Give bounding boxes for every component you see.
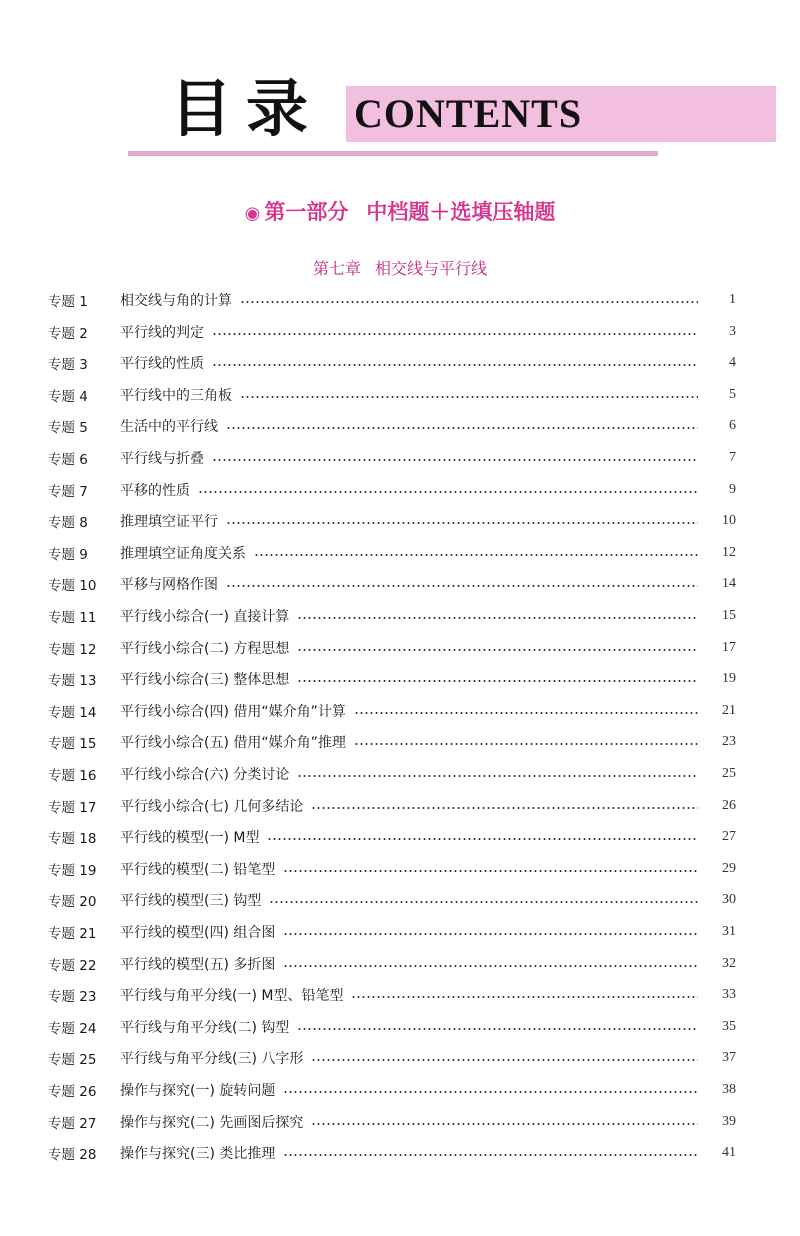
toc-entry-page: 31: [722, 924, 736, 939]
toc-entry-title: 平行线小综合(五) 借用“媒介角”推理: [120, 735, 346, 752]
toc-entry-label: 专题 3: [48, 357, 88, 374]
toc-leader-dots: [311, 1123, 698, 1125]
toc-leader-dots: [297, 649, 698, 651]
toc-leader-dots: [254, 554, 698, 556]
toc-entry-page: 33: [722, 987, 736, 1003]
toc-entry[interactable]: [48, 1046, 736, 1070]
toc-leader-dots: [226, 427, 698, 429]
toc-entry-page: 41: [722, 1145, 736, 1161]
toc-entry-page: 27: [722, 829, 736, 845]
toc-entry-label: 专题 4: [48, 388, 88, 405]
toc-entry-page: 35: [722, 1018, 736, 1034]
toc-entry[interactable]: [48, 478, 736, 502]
part-name: 第一部分: [264, 200, 349, 224]
toc-entry-title: 平行线中的三角板: [120, 387, 232, 404]
toc-leader-dots: [297, 1028, 698, 1030]
part-heading: [0, 196, 800, 226]
toc-entry-title: 操作与探究(三) 类比推理: [120, 1146, 276, 1163]
toc-entry-page: 12: [722, 544, 736, 560]
toc-entry-title: 推理填空证角度关系: [120, 545, 246, 562]
toc-leader-dots: [269, 901, 698, 903]
toc-entry-page: 5: [729, 386, 736, 402]
toc-entry[interactable]: [48, 952, 736, 976]
header-rule: [128, 151, 658, 156]
toc-leader-dots: [297, 680, 698, 682]
toc-entry[interactable]: [48, 1015, 736, 1039]
toc-entry-page: 15: [722, 608, 736, 623]
toc-entry-title: 平行线的判定: [120, 324, 204, 341]
toc-leader-dots: [283, 870, 698, 872]
toc-entry-label: 专题 21: [48, 926, 97, 942]
toc-entry-title: 平行线与角平分线(一) M型、铅笔型: [120, 988, 344, 1005]
toc-entry-label: 专题 19: [48, 862, 97, 879]
toc-entry[interactable]: [48, 730, 736, 754]
toc-entry[interactable]: [48, 1078, 736, 1102]
toc-entry-label: 专题 1: [48, 294, 88, 310]
toc-leader-dots: [212, 364, 698, 366]
toc-entry[interactable]: [48, 667, 736, 691]
toc-entry[interactable]: [48, 636, 736, 660]
toc-entry[interactable]: [48, 541, 736, 565]
toc-entry-title: 推理填空证平行: [120, 514, 218, 531]
toc-entry-title: 平行线的模型(五) 多折图: [120, 956, 276, 973]
toc-entry-title: 操作与探究(二) 先画图后探究: [120, 1114, 304, 1131]
toc-entry-label: 专题 24: [48, 1020, 97, 1037]
toc-entry-page: 21: [722, 702, 736, 718]
toc-entry[interactable]: [48, 288, 736, 312]
toc-entry-page: 39: [722, 1113, 736, 1129]
toc-entry-title: 平行线与角平分线(二) 钩型: [120, 1019, 290, 1036]
toc-entry-title: 平行线的模型(二) 铅笔型: [120, 861, 276, 878]
toc-entry[interactable]: [48, 446, 736, 470]
toc-entry-page: 7: [729, 450, 736, 465]
toc-title-english: CONTENTS: [354, 91, 583, 136]
toc-entry-label: 专题 2: [48, 325, 88, 342]
part-subtitle: 中档题＋选填压轴题: [366, 200, 556, 224]
toc-entry-page: 29: [722, 860, 736, 876]
toc-leader-dots: [351, 996, 698, 998]
toc-entry[interactable]: [48, 857, 736, 881]
toc-entry-label: 专题 16: [48, 768, 97, 784]
toc-entry-title: 平行线小综合(二) 方程思想: [120, 640, 290, 657]
toc-entry-page: 23: [722, 734, 736, 750]
toc-entry-label: 专题 13: [48, 673, 97, 690]
chapter-heading: [0, 256, 800, 279]
toc-entry-title: 平行线小综合(七) 几何多结论: [120, 798, 304, 815]
toc-entry-title: 平行线的模型(三) 钩型: [120, 893, 262, 910]
toc-entry-title: 操作与探究(一) 旋转问题: [120, 1083, 276, 1099]
toc-leader-dots: [240, 396, 698, 398]
toc-entry[interactable]: [48, 383, 736, 407]
toc-entry-title: 平行线小综合(四) 借用“媒介角”计算: [120, 703, 346, 720]
toc-entry-page: 14: [722, 576, 736, 592]
toc-entry[interactable]: [48, 604, 736, 628]
toc-entry-page: 10: [722, 513, 736, 529]
toc-entry-page: 17: [722, 639, 736, 655]
toc-entry-page: 3: [729, 323, 736, 339]
toc-entry-page: 30: [722, 892, 736, 908]
toc-entry-page: 26: [722, 797, 736, 813]
toc-entry-page: 25: [722, 766, 736, 781]
toc-entry-label: 专题 14: [48, 704, 97, 721]
toc-entry-title: 生活中的平行线: [120, 419, 218, 436]
toc-leader-dots: [283, 1154, 698, 1156]
toc-leader-dots: [311, 1059, 698, 1061]
toc-entry-page: 4: [729, 355, 736, 371]
toc-leader-dots: [226, 585, 698, 587]
toc-entry-label: 专题 27: [48, 1115, 97, 1132]
toc-entry[interactable]: [48, 1110, 736, 1134]
toc-entry-title: 平行线与角平分线(三) 八字形: [120, 1051, 304, 1068]
toc-leader-dots: [212, 333, 698, 335]
toc-entry-label: 专题 18: [48, 831, 97, 848]
toc-entry[interactable]: [48, 699, 736, 723]
toc-entry-label: 专题 28: [48, 1147, 97, 1164]
toc-entry[interactable]: [48, 762, 736, 786]
toc-entry-label: 专题 23: [48, 989, 97, 1006]
toc-entry[interactable]: [48, 1141, 736, 1165]
toc-entry-label: 专题 10: [48, 578, 97, 595]
toc-entry-title: 平行线小综合(三) 整体思想: [120, 672, 290, 689]
toc-entry[interactable]: [48, 414, 736, 438]
toc-leader-dots: [297, 617, 698, 619]
toc-entry-label: 专题 5: [48, 420, 88, 437]
toc-leader-dots: [212, 459, 698, 461]
toc-leader-dots: [198, 491, 698, 493]
toc-entry-title: 平行线与折叠: [120, 451, 204, 467]
toc-entry[interactable]: [48, 888, 736, 912]
toc-entry-title: 平行线的性质: [120, 356, 204, 373]
toc-entry-page: 38: [722, 1082, 736, 1097]
chapter-name: 第七章: [312, 259, 361, 278]
toc-entry-label: 专题 12: [48, 641, 97, 658]
toc-entry[interactable]: [48, 825, 736, 849]
toc-entry-page: 9: [729, 481, 736, 497]
toc-leader-dots: [354, 743, 698, 745]
toc-entry[interactable]: [48, 794, 736, 818]
toc-leader-dots: [297, 775, 698, 777]
toc-leader-dots: [283, 965, 698, 967]
toc-entry-label: 专题 8: [48, 515, 88, 532]
toc-entry[interactable]: [48, 320, 736, 344]
toc-leader-dots: [283, 1091, 698, 1093]
toc-entry-label: 专题 22: [48, 957, 97, 974]
target-bullet-icon: ◉: [244, 203, 261, 224]
toc-entry-label: 专题 11: [48, 610, 97, 626]
toc-entry-title: 平行线的模型(一) M型: [120, 830, 260, 847]
toc-entry-label: 专题 6: [48, 452, 88, 468]
toc-entry-label: 专题 9: [48, 546, 88, 563]
toc-entry-page: 37: [722, 1050, 736, 1066]
toc-leader-dots: [226, 522, 698, 524]
toc-entry-label: 专题 17: [48, 799, 97, 816]
toc-entry[interactable]: [48, 351, 736, 375]
toc-leader-dots: [267, 838, 698, 840]
toc-entry-label: 专题 25: [48, 1052, 97, 1069]
toc-entry-title: 平行线小综合(六) 分类讨论: [120, 767, 290, 783]
toc-entry-label: 专题 15: [48, 736, 97, 753]
toc-leader-dots: [311, 807, 698, 809]
toc-entry-label: 专题 26: [48, 1084, 97, 1100]
toc-entry[interactable]: [48, 920, 736, 944]
chapter-title: 相交线与平行线: [375, 259, 488, 278]
toc-entry-title: 平移的性质: [120, 482, 190, 499]
toc-leader-dots: [240, 301, 698, 303]
toc-entry-title: 平移与网格作图: [120, 577, 218, 594]
toc-entry-page: 32: [722, 955, 736, 971]
toc-entry[interactable]: [48, 572, 736, 596]
toc-entry-page: 1: [729, 292, 736, 307]
toc-entry[interactable]: [48, 509, 736, 533]
toc-entry-title: 平行线的模型(四) 组合图: [120, 925, 276, 941]
toc-leader-dots: [354, 712, 698, 714]
toc-entry-page: 6: [729, 418, 736, 434]
toc-header: [170, 72, 610, 156]
toc-title-chinese: 目录: [170, 72, 323, 145]
toc-entry-label: 专题 20: [48, 894, 97, 911]
toc-leader-dots: [283, 933, 698, 935]
toc-entry-title: 平行线小综合(一) 直接计算: [120, 609, 290, 625]
toc-entry-label: 专题 7: [48, 483, 88, 500]
toc-entry[interactable]: [48, 983, 736, 1007]
toc-entry-title: 相交线与角的计算: [120, 293, 232, 309]
toc-entry-page: 19: [722, 671, 736, 687]
